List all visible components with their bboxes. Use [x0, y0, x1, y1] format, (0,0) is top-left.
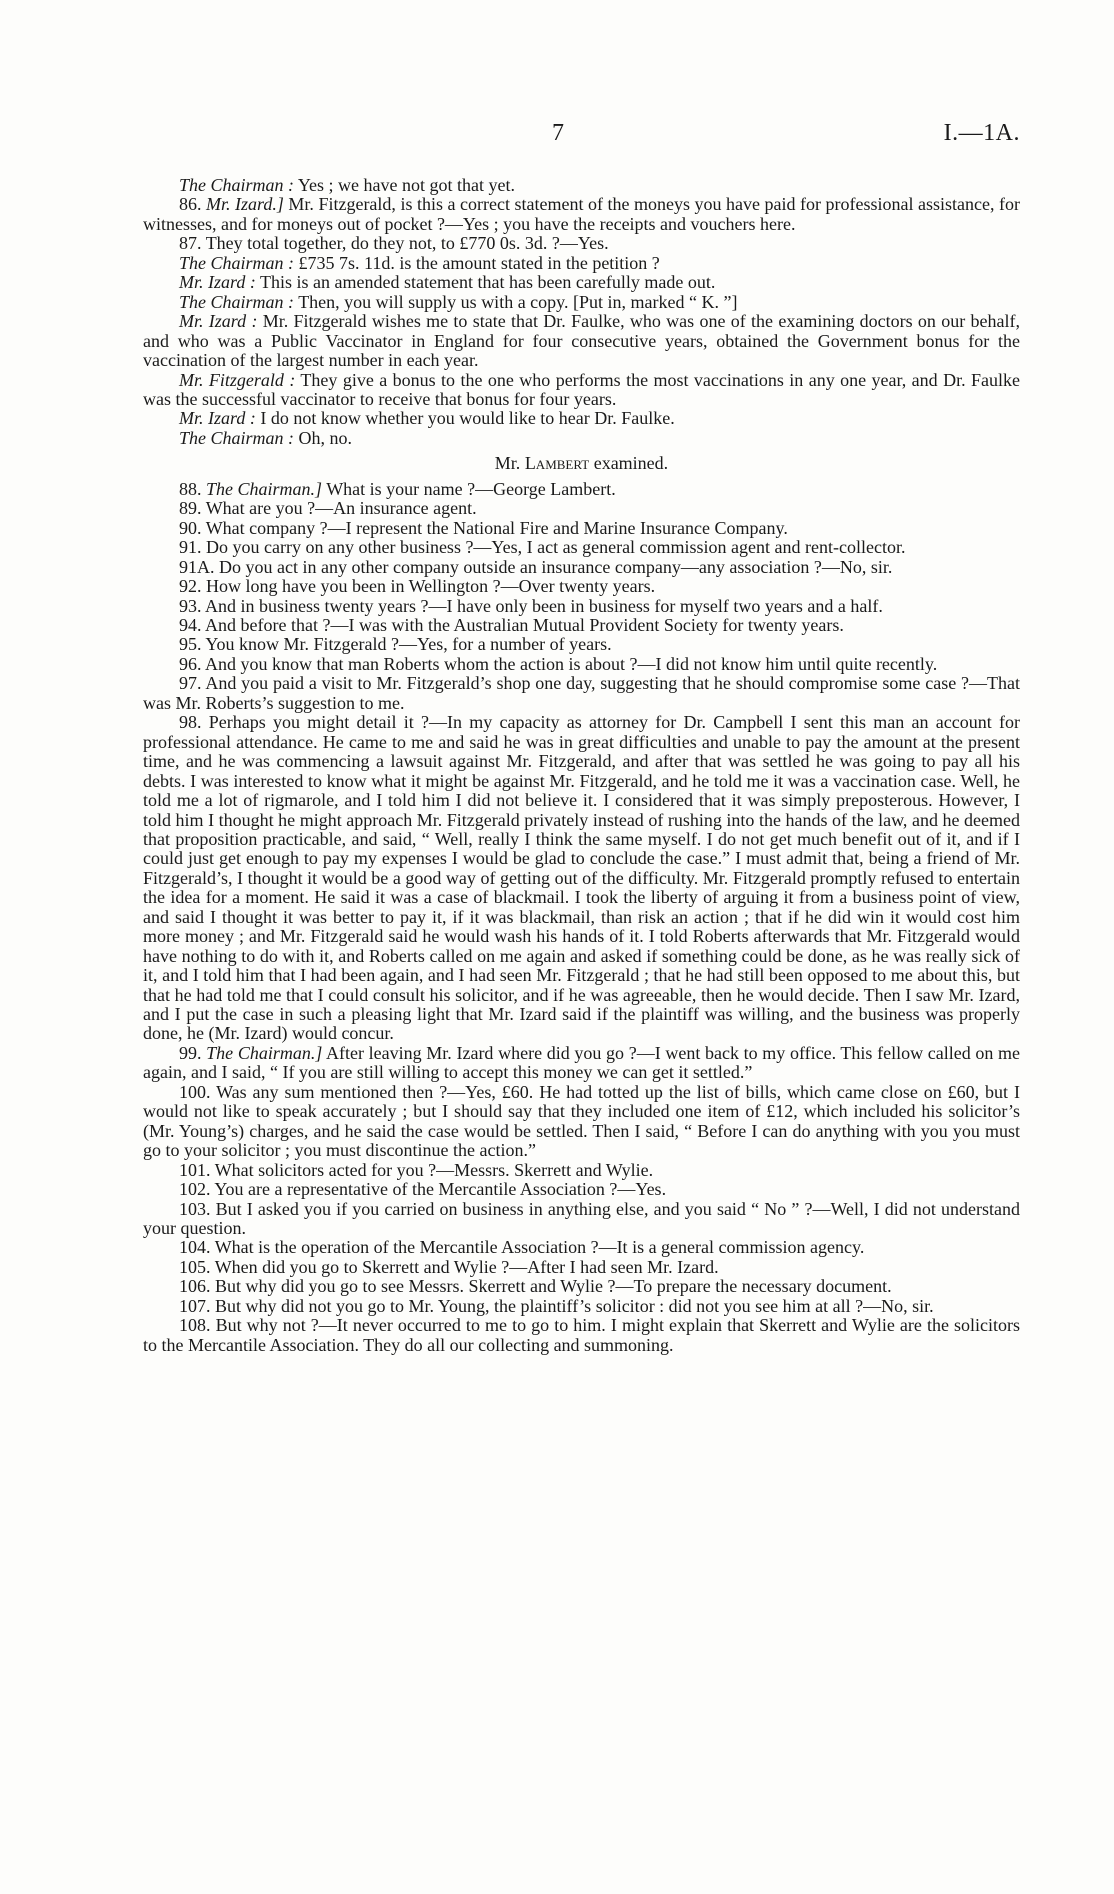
question-number: 91A.: [179, 556, 215, 577]
opening-exchange: [143, 176, 1020, 448]
question-number: 99.: [179, 1042, 202, 1063]
question-number: 94.: [179, 614, 202, 635]
paragraph-text: Then, you will supply us with a copy. [Put in, marked “ K. ”]: [294, 291, 738, 312]
paragraph-text: What company ?—I represent the National Fire and Marine Insurance Company.: [205, 517, 788, 538]
question-number: 90.: [179, 517, 202, 538]
paragraph-text: They give a bonus to the one who performs the most vaccinations in any one year, and Dr. Faulke was the successful vaccinator to receive that bonus for four years.: [143, 369, 1020, 409]
paragraph-text: Was any sum mentioned then ?—Yes, £60. He had totted up the list of bills, which came close on £60, but I would not like to speak accurately ; but I should say that they included one item of £12, which included his solicitor’s (Mr. Young’s) charges, and he said the case would be settled. Then I said, “ Before I can do anything with you you must go to your solicitor ; you must discontinue the action.”: [143, 1081, 1020, 1161]
testimony-paragraph: [143, 499, 1020, 518]
paragraph-text: This is an amended statement that has been carefully made out.: [255, 272, 716, 293]
page-number: 7: [552, 120, 564, 146]
paragraph-text: But why did you go to see Messrs. Skerrett and Wylie ?—To prepare the necessary document.: [215, 1276, 892, 1297]
question-number: 86.: [179, 194, 202, 215]
paragraph-text: £735 7s. 11d. is the amount stated in the petition ?: [294, 252, 660, 273]
paragraph-text: What is your name ?—George Lambert.: [322, 478, 616, 499]
witness-heading: Mr. Lambert examined.: [494, 453, 669, 474]
paragraph-text: Do you act in any other company outside an insurance company—any association ?—No, sir.: [219, 556, 893, 577]
testimony-paragraph: [143, 674, 1020, 713]
paragraph-text: Mr. Fitzgerald wishes me to state that Dr. Faulke, who was one of the examining doctors on our behalf, and who was a Public Vaccinator in England for four consecutive years, obtained the Government bonus for the vaccination of the largest number in each year.: [143, 311, 1020, 371]
testimony-paragraph: [143, 1238, 1020, 1257]
paragraph-text: And in business twenty years ?—I have only been in business for myself two years and a half.: [205, 595, 883, 616]
testimony-paragraph: [143, 254, 1020, 273]
testimony-paragraph: [143, 1297, 1020, 1316]
testimony-paragraph: [143, 480, 1020, 499]
paragraph-text: What is the operation of the Mercantile Association ?—It is a general commission agency.: [214, 1237, 865, 1258]
paragraph-text: I do not know whether you would like to hear Dr. Faulke.: [255, 408, 675, 429]
question-number: 108.: [179, 1315, 211, 1336]
question-number: 89.: [179, 498, 202, 519]
question-number: 102.: [179, 1179, 211, 1200]
testimony-paragraph: [143, 1161, 1020, 1180]
speaker-label: Mr. Fitzgerald :: [179, 369, 296, 390]
speaker-label: Mr. Izard :: [179, 408, 256, 429]
paragraph-text: You know Mr. Fitzgerald ?—Yes, for a number of years.: [205, 634, 612, 655]
testimony-paragraph: [143, 195, 1020, 234]
testimony-paragraph: [143, 409, 1020, 428]
speaker-label: Mr. Izard :: [179, 272, 256, 293]
testimony-paragraph: [143, 273, 1020, 292]
paragraph-text: But why not ?—It never occurred to me to go to him. I might explain that Skerrett and Wylie are the solicitors to the Mercantile Association. They do all our collecting and summoning.: [143, 1315, 1021, 1355]
paragraph-text: Mr. Fitzgerald, is this a correct statement of the moneys you have paid for professional assistance, for witnesses, and for moneys out of pocket ?—Yes ; you have the receipts and vouchers here.: [143, 194, 1021, 234]
paragraph-text: Perhaps you might detail it ?—In my capacity as attorney for Dr. Campbell I sent this man an account for professional attendance. He came to me and said he was in great difficulties and unable to pay the amount at the present time, and he was commencing a lawsuit against Mr. Fitzgerald, and after that was settled he was going to pay all his debts. I was interested to know what it might be against Mr. Fitzgerald, and he told me it was a vaccination case. Well, he told me a lot of rigmarole, and I told him I did not believe it. I considered that it was simply preposterous. However, I told him I thought he might approach Mr. Fitzgerald privately instead of rushing into the hands of the law, and he deemed that proposition practicable, and said, “ Well, really I think the same myself. I do not get much benefit out of it, and if I could just get enough to pay my expenses I would be glad to conclude the case.” I must admit that, being a friend of Mr. Fitzgerald’s, I thought it would be a good way of getting out of the difficulty. Mr. Fitzgerald promptly refused to entertain the idea for a moment. He said it was a case of blackmail. I took the liberty of arguing it from a business point of view, and said I thought it was better to pay it, if it was blackmail, than risk an action ; that if he did win it would cost him more money ; and Mr. Fitzgerald said he would wash his hands of it. I told Roberts afterwards that Mr. Fitzgerald would have nothing to do with it, and Roberts called on me again and asked if something could be done, as he was really sick of it, and I told him that I had been again, and I had seen Mr. Fitzgerald ; that he had still been opposed to me about this, but that he had told me that I could consult his solicitor, and if he was agreeable, then he would decide. Then I saw Mr. Izard, and I put the case in such a pleasing light that Mr. Izard said if the plaintiff was willing, and the business was properly done, he (Mr. Izard) would concur.: [143, 712, 1021, 1044]
paragraph-text: When did you go to Skerrett and Wylie ?—After I had seen Mr. Izard.: [214, 1256, 719, 1277]
testimony-paragraph: [143, 234, 1020, 253]
question-number: 100.: [179, 1081, 211, 1102]
question-number: 91.: [179, 537, 202, 558]
speaker-label: The Chairman :: [179, 252, 295, 273]
testimony-paragraph: [143, 1316, 1020, 1355]
paragraph-text: And before that ?—I was with the Australian Mutual Provident Society for twenty years.: [205, 614, 844, 635]
testimony-paragraph: [143, 429, 1020, 448]
question-number: 103.: [179, 1198, 211, 1219]
speaker-label: The Chairman.]: [206, 1042, 323, 1063]
paragraph-text: And you know that man Roberts whom the action is about ?—I did not know him until quite recently.: [205, 653, 938, 674]
testimony-paragraph: [143, 1180, 1020, 1199]
speaker-label: The Chairman :: [179, 175, 295, 195]
testimony-paragraph: [143, 635, 1020, 654]
testimony-paragraph: [143, 293, 1020, 312]
testimony-paragraph: [143, 597, 1020, 616]
question-number: 101.: [179, 1159, 211, 1180]
testimony-paragraph: [143, 616, 1020, 635]
witness-name: Lambert: [524, 453, 590, 474]
speaker-label: The Chairman :: [179, 291, 295, 312]
paragraph-text: But I asked you if you carried on business in anything else, and you said “ No ” ?—Well, I did not understand your question.: [143, 1198, 1020, 1239]
question-number: 92.: [179, 576, 202, 597]
testimony-paragraph: [143, 713, 1020, 1044]
testimony-paragraph: [143, 176, 1020, 195]
question-number: 97.: [179, 673, 202, 694]
paragraph-text: How long have you been in Wellington ?—Over twenty years.: [206, 576, 656, 597]
paragraph-text: Do you carry on any other business ?—Yes, I act as general commission agent and rent-collector.: [206, 537, 906, 558]
paragraph-text: And you paid a visit to Mr. Fitzgerald’s shop one day, suggesting that he should compromise some case ?—That was Mr. Roberts’s suggestion to me.: [143, 673, 1020, 713]
testimony-paragraph: [143, 1200, 1020, 1239]
paragraph-text: Oh, no.: [294, 427, 353, 448]
paragraph-text: After leaving Mr. Izard where did you go ?—I went back to my office. This fellow called on me again, and I said, “ If you are still willing to accept this money we can get it settled.”: [143, 1042, 1021, 1083]
parliamentary-paper-reference: I.—1A.: [943, 120, 1020, 146]
testimony-paragraph: [143, 519, 1020, 538]
question-number: 107.: [179, 1295, 211, 1316]
question-number: 96.: [179, 653, 202, 674]
question-number: 95.: [179, 634, 202, 655]
question-number: 88.: [179, 478, 202, 499]
testimony-paragraph: [143, 538, 1020, 557]
paragraph-text: Yes ; we have not got that yet.: [294, 175, 515, 195]
speaker-label: Mr. Izard :: [179, 311, 258, 332]
testimony-paragraph: [143, 1277, 1020, 1296]
question-number: 87.: [179, 233, 202, 254]
paragraph-text: But why did not you go to Mr. Young, the plaintiff’s solicitor : did not you see him at all ?—No, sir.: [215, 1295, 934, 1316]
question-number: 104.: [179, 1237, 211, 1258]
question-number: 105.: [179, 1256, 211, 1277]
testimony-paragraph: [143, 1258, 1020, 1277]
testimony-paragraph: [143, 1044, 1020, 1083]
paragraph-text: They total together, do they not, to £770 0s. 3d. ?—Yes.: [205, 233, 609, 254]
paragraph-text: You are a representative of the Mercantile Association ?—Yes.: [214, 1179, 667, 1200]
testimony-paragraph: [143, 1083, 1020, 1161]
question-number: 106.: [179, 1276, 211, 1297]
testimony-paragraph: [143, 577, 1020, 596]
question-number: 98.: [179, 712, 202, 733]
paragraph-text: What are you ?—An insurance agent.: [205, 498, 477, 519]
testimony-paragraph: [143, 558, 1020, 577]
document-body: [143, 176, 1020, 1355]
speaker-label: Mr. Izard.]: [206, 194, 284, 215]
testimony-paragraph: [143, 312, 1020, 370]
speaker-label: The Chairman.]: [206, 478, 323, 499]
page-header: [0, 120, 1114, 154]
speaker-label: The Chairman :: [179, 427, 295, 448]
testimony-paragraph: [143, 655, 1020, 674]
question-number: 93.: [179, 595, 202, 616]
paragraph-text: What solicitors acted for you ?—Messrs. Skerrett and Wylie.: [214, 1159, 654, 1180]
lambert-examination: [143, 480, 1020, 1355]
testimony-paragraph: [143, 371, 1020, 410]
